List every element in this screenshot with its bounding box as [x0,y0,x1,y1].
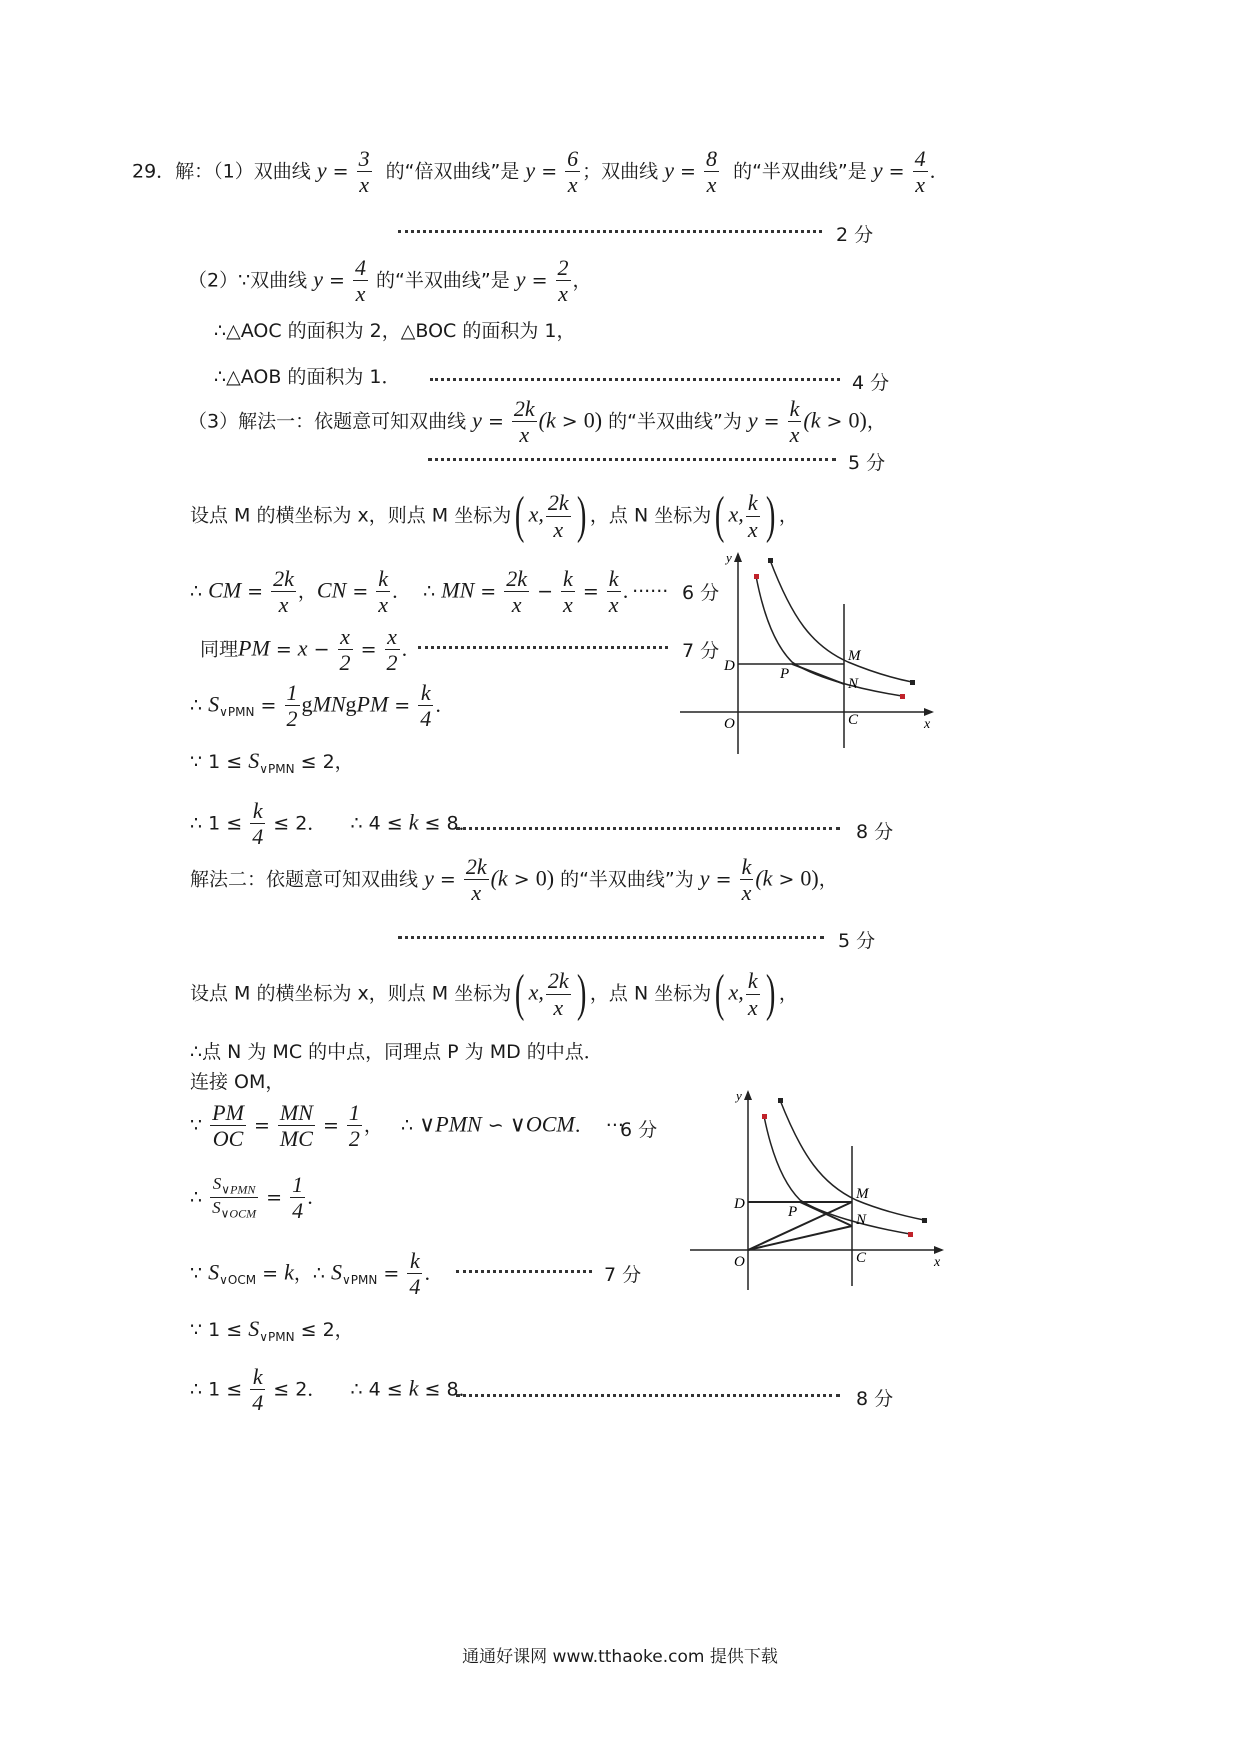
dotted-leader [398,230,822,233]
svg-text:P: P [788,1204,798,1220]
dotted-leader [398,936,824,939]
curve-k [764,1116,910,1234]
svg-text:y: y [736,1088,742,1103]
q3-m2-setM: 设点 M 的横坐标为 x，则点 M 坐标为( x, $\frac{2k}{x}$ ) ，点 N 坐标为( x, $\frac{k}{x}$ ) ， [190,965,798,1022]
q3-pm-line: 同理PM = x − $\frac{x}{2}$ = $\frac{x}{2}$ ． [200,624,421,676]
q3-m2-line1: 解法二：依题意可知双曲线 y = $\frac{2k}{x}$ (k > 0) 的“半双曲线”为 y = $\frac{k}{x}$ (k > 0)， [190,854,838,906]
q2-line2: ∴△AOC 的面积为 2，△BOC 的面积为 1， [214,320,576,342]
q3-m2-connect: 连接 OM， [190,1071,285,1093]
svg-text:C: C [856,1250,867,1266]
score-label: 8 分 [856,1388,894,1410]
q3-m2-range: ∵ $1 \le S_{\vee PMN} \le 2$， [190,1316,354,1344]
svg-text:N: N [848,676,859,692]
q3-m2-area-ratio: ∴ $\frac{S_{\vee PMN}}{S_{\vee OCM}}$ = $\frac{1}{4}$ ． [190,1172,327,1224]
svg-text:y: y [726,550,732,565]
q3-m2-midpoint: ∴点 N 为 MC 的中点，同理点 P 为 MD 的中点． [190,1041,603,1063]
score-label: 4 分 [852,372,890,394]
q3-area-line: ∴ $S_{\vee PMN}$ = $\frac{1}{2}$ gMNgPM = $\frac{k}{4}$ ． [190,680,455,732]
svg-text:D: D [724,658,735,674]
svg-text:N: N [856,1212,867,1228]
q1-prefix: 29．解：（1）双曲线 [132,160,311,183]
svg-text:M: M [856,1186,869,1202]
q3-m2-ratio: ∵ $\frac{PM}{OC}$ = $\frac{MN}{MC}$ = $\frac{1}{2}$ ， ∴ ∨PMN ∽ ∨OCM． ··· [190,1100,624,1152]
svg-text:C: C [848,712,859,728]
q1-line: 29．解：（1）双曲线 y = $\frac{3}{x}$ 的“倍双曲线”是 y = $\frac{6}{x}$ ；双曲线 y = $\frac{8}{x}$ 的“半双曲线”是 y = $\frac{4}{x}$ ． [132,146,949,198]
dotted-leader [428,458,836,461]
q2-line3: ∴△AOB 的面积为 1． [214,366,401,388]
dotted-leader [418,646,668,649]
q3-setM: 设点 M 的横坐标为 x，则点 M 坐标为( x, $\frac{2k}{x}$ ) ，点 N 坐标为( x, $\frac{k}{x}$ ) ， [190,487,798,544]
q3-cm-line: ∴ CM = $\frac{2k}{x}$ ，CN = $\frac{k}{x}$ ． ∴ MN = $\frac{2k}{x}$ − $\frac{k}{x}$ = $\frac{k}{x}$ ．······ [190,566,669,618]
score-label: 8 分 [856,821,894,843]
graph-method-1 [672,548,952,758]
svg-text:M: M [848,648,861,664]
svg-text:O: O [734,1254,745,1270]
q3-line1: （3）解法一：依题意可知双曲线 y = $\frac{2k}{x}$ (k > 0) 的“半双曲线”为 y = $\frac{k}{x}$ (k > 0)， [188,396,886,448]
score-label: 5 分 [838,930,876,952]
svg-text:x: x [934,1255,941,1270]
q3-result-line: ∴ 1 ≤ $\frac{k}{4}$ ≤ 2． ∴ 4 ≤ k ≤ 8． [190,798,478,850]
svg-text:P: P [780,666,790,682]
q3-range-line: ∵ $1 \le S_{\vee PMN} \le 2$， [190,748,354,776]
score-label: 2 分 [836,224,874,246]
score-label: 7 分 [682,640,720,662]
svg-text:D: D [734,1196,745,1212]
score-label: 6 分 [620,1119,658,1141]
dotted-leader [456,1270,592,1273]
q2-line1: （2）∵双曲线 y = $\frac{4}{x}$ 的“半双曲线”是 y = $\frac{2}{x}$ ， [188,255,592,307]
q3-m2-result: ∴ 1 ≤ $\frac{k}{4}$ ≤ 2． ∴ 4 ≤ k ≤ 8． [190,1364,478,1416]
q3-m2-area: ∵ $S_{\vee OCM} = k$，∴ $S_{\vee PMN}$ = $\frac{k}{4}$ ． [190,1248,444,1300]
graph-method-2 [684,1086,954,1292]
svg-text:O: O [724,716,735,732]
footer: 通通好课网 www.tthaoke.com 提供下载 [462,1647,778,1667]
score-label: 5 分 [848,452,886,474]
score-label: 7 分 [604,1264,642,1286]
dotted-leader [430,378,840,381]
dotted-leader [456,1394,840,1397]
svg-text:x: x [924,717,931,732]
score-label: 6 分 [682,582,720,604]
dotted-leader [456,827,840,830]
